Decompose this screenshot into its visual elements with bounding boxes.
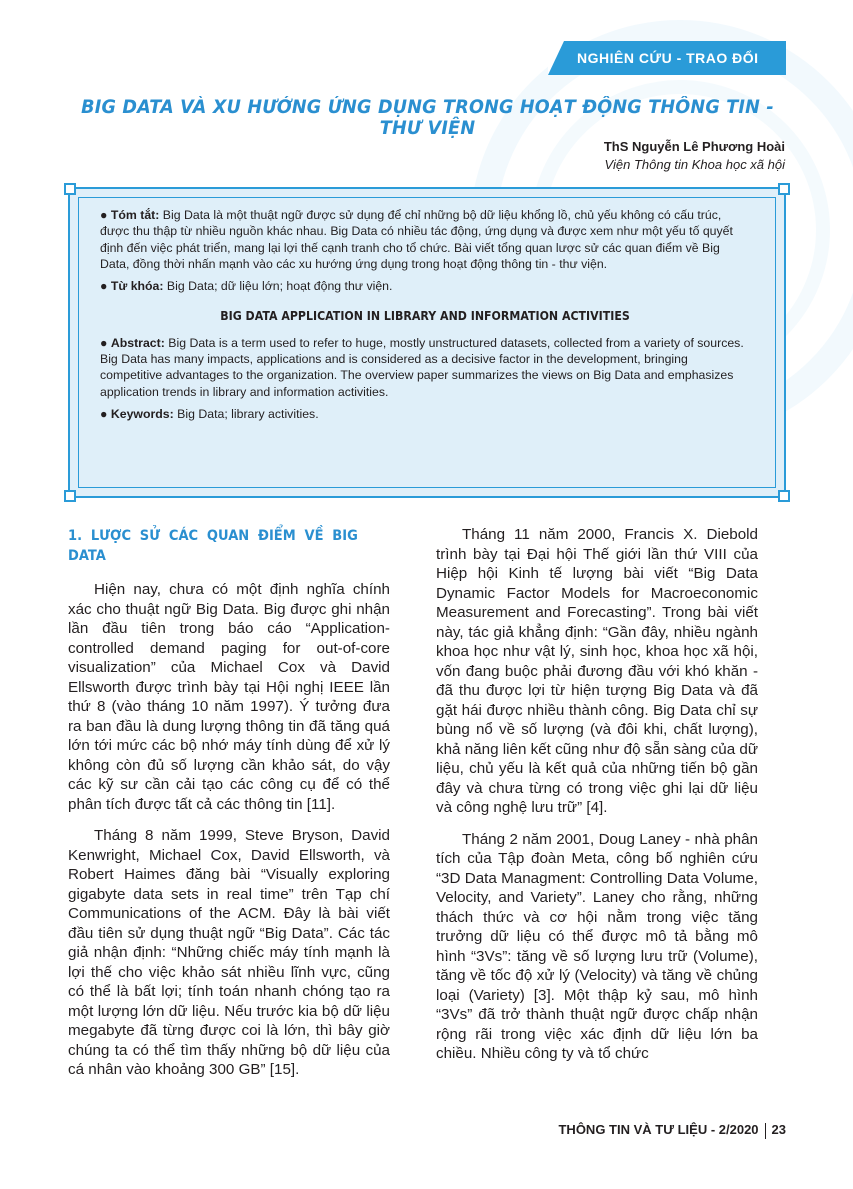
vi-keywords-text: Big Data; dữ liệu lớn; hoạt động thư viện. bbox=[166, 279, 393, 294]
corner-ornament bbox=[64, 490, 76, 502]
en-abstract: ● Abstract: Big Data is a term used to refer to huge, mostly unstructured datasets, collected from a variety of sources. Big Data has many impacts, applications and is considered as a decisive factor in the development, bringing competitive advantages to the organization. The overview paper summarizes the views on Big Data and emphasizes application trends in library and information activities. bbox=[100, 335, 744, 399]
vi-keywords-label: Từ khóa: bbox=[110, 279, 164, 294]
vi-abstract: ● Tóm tắt: Big Data là một thuật ngữ được sử dụng để chỉ những bộ dữ liệu khổng lồ, chủ yếu không có cấu trúc, được thu thập từ nhiều nguồn khác nhau. Big Data có nhiều tác động, ứng dụng và được xem như một yếu tố quyết định đến việc phát triển, mang lại lợi thế cạnh tranh cho tổ chức. Bài viết tổng quan lược sử các quan điểm về Big Data, đồng thời nhấn mạnh vào các xu hướng ứng dụng trong hoạt động thông tin - thư viện. bbox=[100, 208, 733, 271]
body-column-left bbox=[68, 525, 390, 1092]
en-title: BIG DATA APPLICATION IN LIBRARY AND INFORMATION ACTIVITIES bbox=[220, 308, 630, 324]
vi-abstract-text: Big Data là một thuật ngữ được sử dụng để chỉ những bộ dữ liệu khổng lồ, chủ yếu không có cấu trúc, được thu thập từ nhiều nguồn khác nhau. Big Data có nhiều tác động, ứng dụng và được xem như một yếu tố quyết định đến việc phát triển, mang lại lợi thế cạnh tranh cho tổ chức. Bài viết tổng quan lược sử các quan điểm về Big Data, đồng thời nhấn mạnh vào các xu hướng ứng dụng trong hoạt động thông tin - thư viện. bbox=[100, 208, 733, 271]
en-abstract-text: Big Data is a term used to refer to huge, mostly unstructured datasets, collected from a variety of sources. Big Data has many impacts, applications and is considered as a decisive factor in the development, bringing competitive advantages to the organization. The overview paper summarizes the views on Big Data and emphasizes application trends in library and information activities. bbox=[100, 335, 744, 399]
footer-divider bbox=[765, 1123, 766, 1139]
vi-keywords: ● Từ khóa: Big Data; dữ liệu lớn; hoạt động thư viện. bbox=[100, 279, 393, 294]
journal-name: THÔNG TIN VÀ TƯ LIỆU - 2/2020 bbox=[558, 1122, 759, 1137]
corner-ornament bbox=[778, 183, 790, 195]
page-number: 23 bbox=[771, 1122, 786, 1137]
article-title: BIG DATA VÀ XU HƯỚNG ỨNG DỤNG TRONG HOẠT ĐỘNG THÔNG TIN - THƯ VIỆN bbox=[81, 97, 774, 139]
corner-ornament bbox=[778, 490, 790, 502]
en-abstract-label: Abstract: bbox=[110, 335, 165, 350]
section-label-band bbox=[548, 41, 786, 75]
body-column-right bbox=[436, 525, 758, 1076]
author-block bbox=[604, 138, 785, 174]
page-footer bbox=[558, 1122, 786, 1139]
paragraph: Tháng 2 năm 2001, Doug Laney - nhà phân tích của Tập đoàn Meta, công bố nghiên cứu “3D Data Managment: Controlling Data Volume, Velocity, and Variety”. Laney cho rằng, những thách thức và cơ hội nằm trong việc tăng trưởng dữ liệu có thể được mô tả bằng mô hình “3Vs”: tăng về số lượng lưu trữ (Volume), tăng về tốc độ xử lý (Velocity) và tăng về chủng loại (Variety) [3]. Một thập kỷ sau, mô hình “3Vs” đã trở thành thuật ngữ được chấp nhận rộng rãi trong việc xác định dữ liệu lớn ba chiều. Nhiều công ty và tổ chức bbox=[436, 830, 758, 1062]
abstract-content bbox=[100, 207, 750, 428]
section-heading: 1. LƯỢC SỬ CÁC QUAN ĐIỂM VỀ BIG DATA bbox=[68, 528, 358, 564]
section-label: NGHIÊN CỨU - TRAO ĐỔI bbox=[577, 50, 759, 66]
paragraph: Tháng 8 năm 1999, Steve Bryson, David Kenwright, Michael Cox, David Ellsworth, và Robert Haimes đăng bài “Visually exploring gigabyte data sets in real time” trên Tạp chí Communications of the ACM. Đây là bài viết đầu tiên sử dụng thuật ngữ “Big Data”. Các tác giả nhận định: “Những chiếc máy tính mạnh là lợi thế cho việc khảo sát nhiều lĩnh vực, cũng có thể là bất lợi; tính toán nhanh chóng tạo ra một lượng lớn dữ liệu. Nếu trước kia bộ dữ liệu megabyte đã từng được coi là lớn, thì bây giờ chúng ta có thể tìm thấy những bộ dữ liệu của cá nhân vào khoảng 300 GB” [15]. bbox=[68, 827, 390, 1078]
author-name: ThS Nguyễn Lê Phương Hoài bbox=[603, 139, 785, 154]
vi-abstract-label: Tóm tắt: bbox=[110, 208, 160, 222]
paragraph: Tháng 11 năm 2000, Francis X. Diebold trình bày tại Đại hội Thế giới lần thứ VIII của Hiệp hội Kinh tế lượng bài viết “Big Data Dynamic Factor Models for Macroeconomic Measurement and Forecasting”. Trong bài viết này, tác giả khẳng định: “Gần đây, nhiều ngành khoa học như vật lý, sinh học, khoa học xã hội, vốn đang buộc phải đương đầu với khó khăn - đã thu được lợi từ hiện tượng Big Data và đã gặt hái được nhiều thành công. Big Data chỉ sự bùng nổ về số lượng (và đôi khi, chất lượng), khả năng liên kết cũng như độ sẵn sàng của dữ liệu, chủ yếu là kết quả của những tiến bộ gần đây và chưa từng có trong việc ghi lại dữ liệu và công nghệ lưu trữ” [4]. bbox=[436, 526, 758, 816]
author-affiliation: Viện Thông tin Khoa học xã hội bbox=[604, 157, 785, 172]
en-keywords: ● Keywords: Big Data; library activities. bbox=[100, 406, 319, 421]
en-keywords-label: Keywords: bbox=[110, 406, 174, 421]
corner-ornament bbox=[64, 183, 76, 195]
paragraph: Hiện nay, chưa có một định nghĩa chính xác cho thuật ngữ Big Data. Big được ghi nhận lần đầu tiên trong báo cáo “Application-controlled demand paging for out-of-core visualization” của Michael Cox và David Ellsworth được trình bày tại Hội nghị IEEE lần thứ 8 (vào tháng 10 năm 1997). Ý tưởng đưa ra ban đầu là dung lượng thông tin đã tăng quá lớn tới mức các bộ nhớ máy tính dùng để xử lý không còn đủ số lượng cần khảo sát, do vậy các kỹ sư cần cải tạo các công cụ để có thể phân tích được tất cả các thông tin [11]. bbox=[68, 581, 390, 813]
en-keywords-text: Big Data; library activities. bbox=[177, 406, 319, 421]
